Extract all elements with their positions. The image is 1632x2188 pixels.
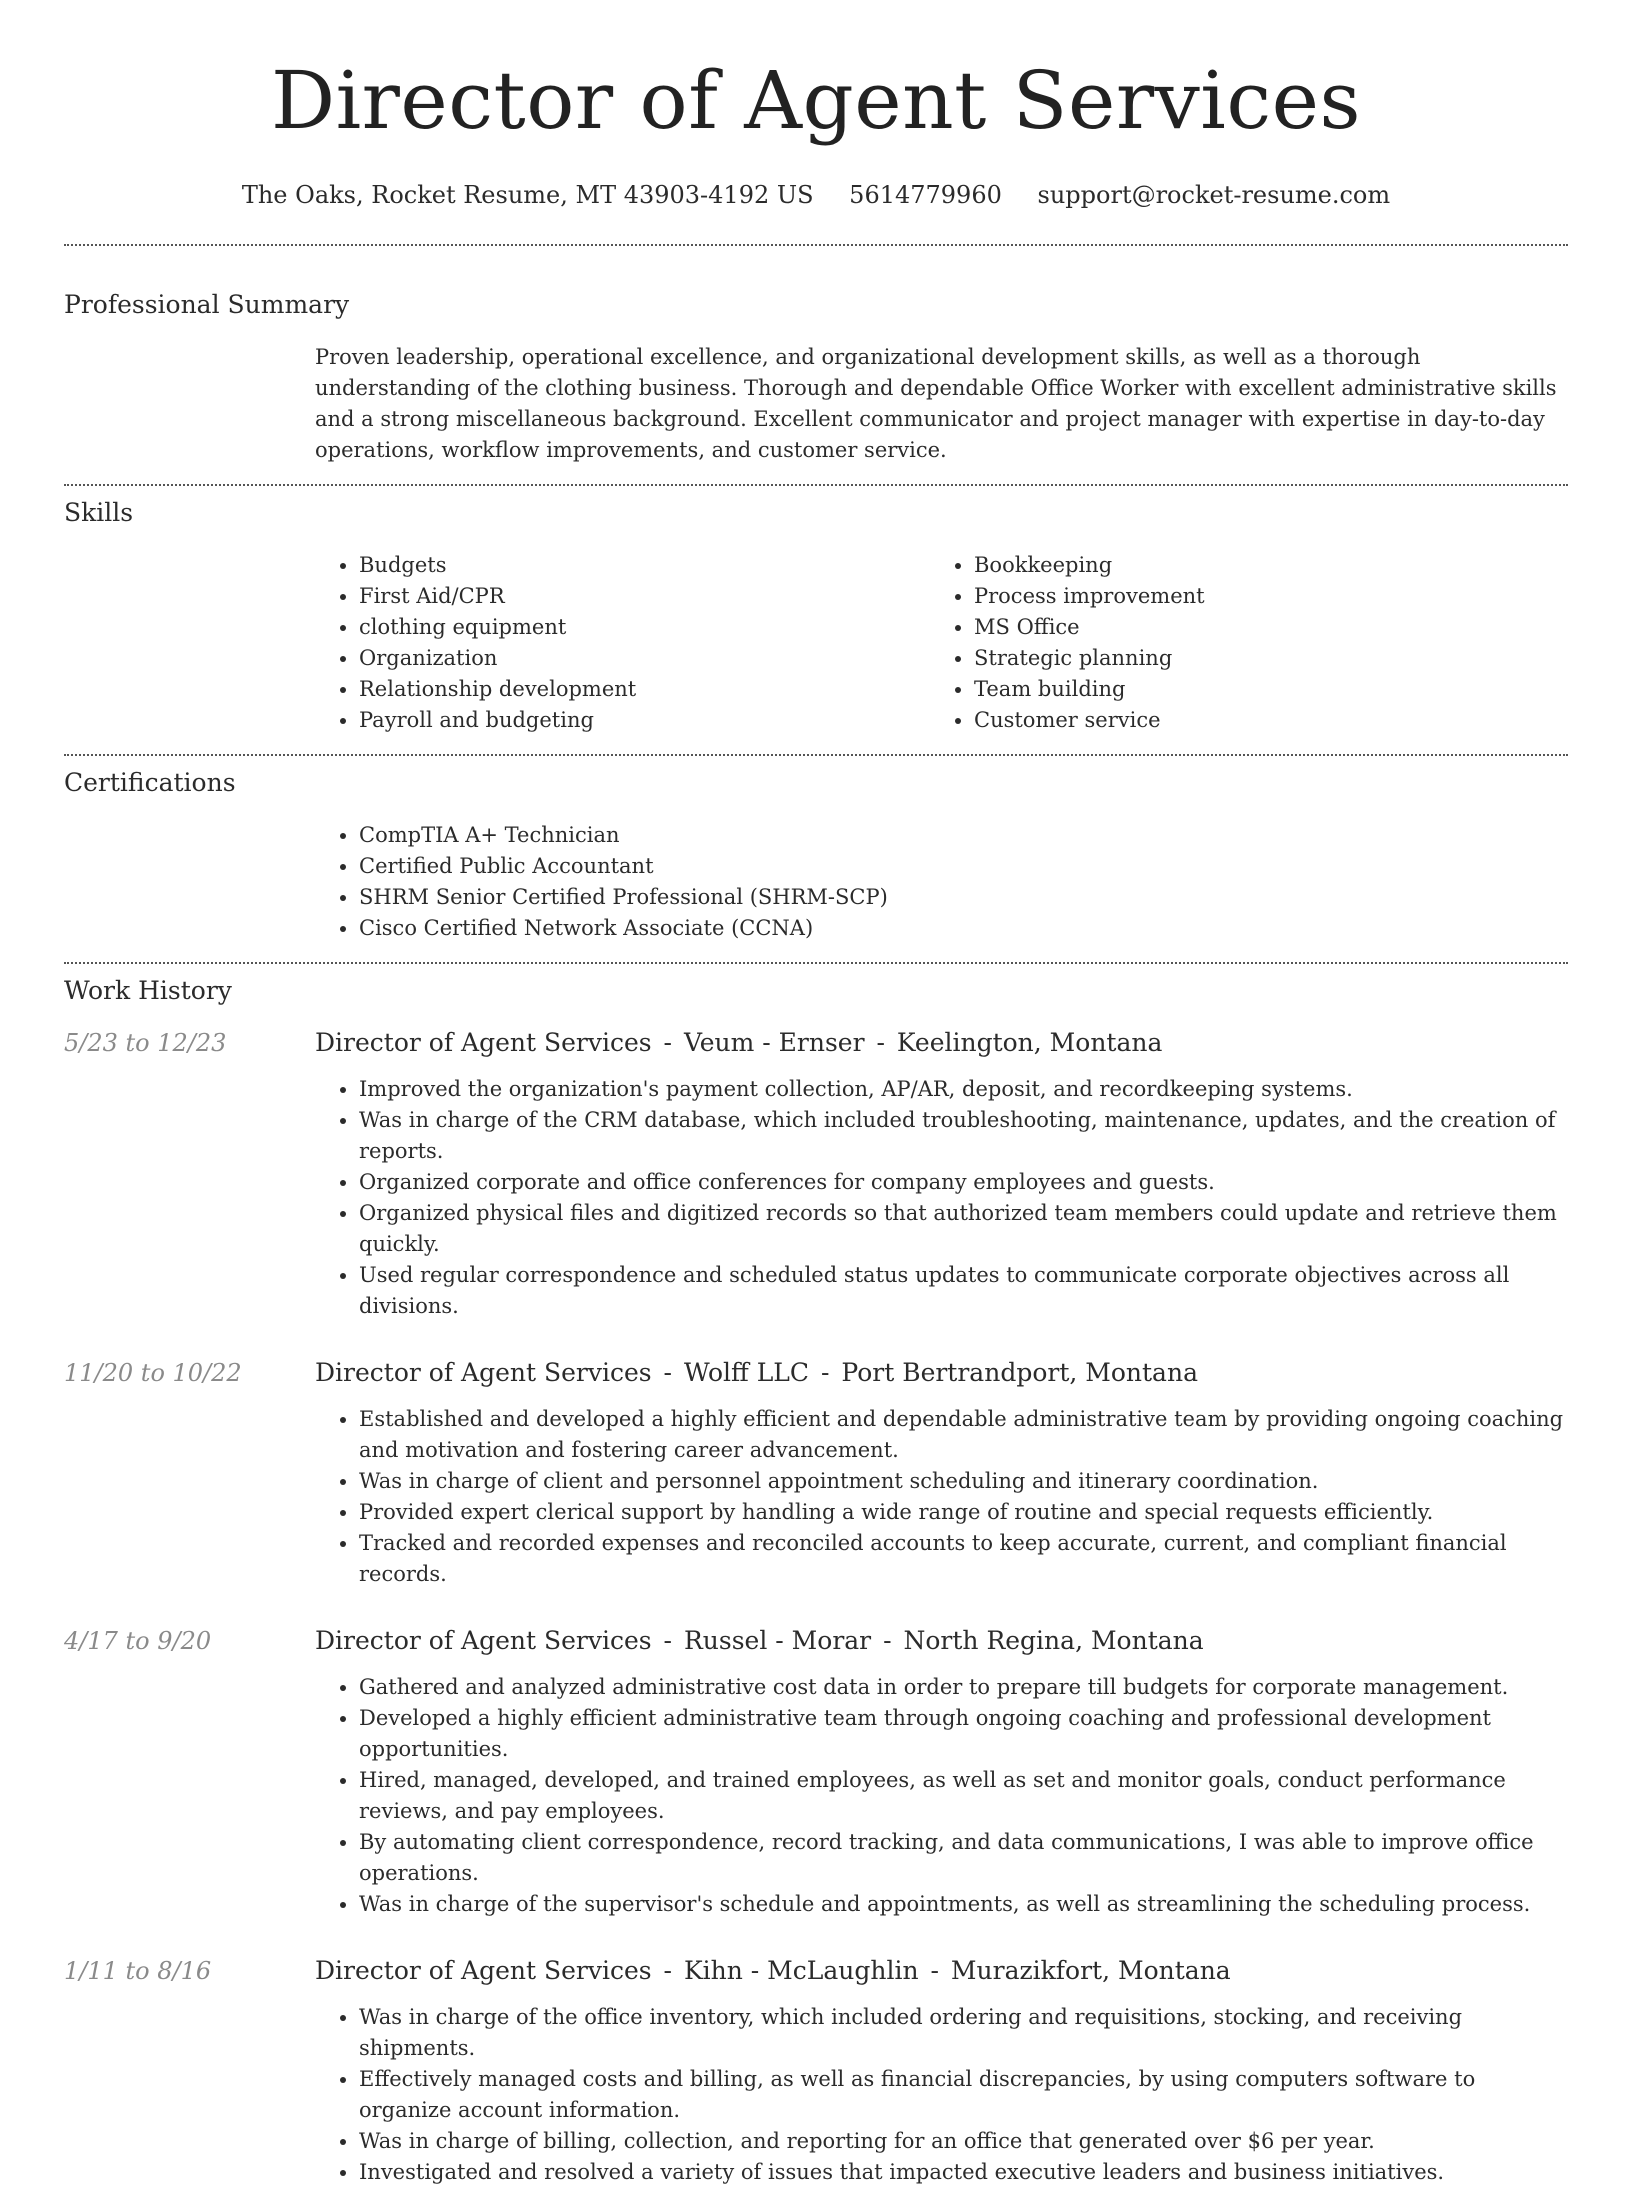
job-title: Director of Agent Services: [315, 1626, 652, 1655]
work-history-title: Work History: [64, 976, 232, 1005]
job-location: Keelington, Montana: [896, 1028, 1163, 1057]
work-history-section: [64, 974, 1568, 2188]
job-bullet: • By automating client correspondence, record tracking, and data communications, I was able to improve office operations.: [359, 1827, 1568, 1889]
job-entry: [64, 1624, 1568, 1920]
certification-item: • Cisco Certified Network Associate (CCNA): [359, 913, 1568, 944]
resume-page: [64, 0, 1568, 2184]
job-location: Port Bertrandport, Montana: [841, 1358, 1198, 1387]
job-bullet: • Gathered and analyzed administrative cost data in order to prepare till budgets for corporate management.: [359, 1672, 1568, 1703]
certifications-title: Certifications: [64, 768, 236, 797]
job-company: Kihn - McLaughlin: [683, 1956, 919, 1985]
job-title: Director of Agent Services: [315, 1956, 652, 1985]
job-bullets: [315, 1074, 1568, 1322]
skill-item: • Bookkeeping: [974, 550, 1530, 581]
skill-item: • Relationship development: [359, 674, 930, 705]
job-bullet: • Was in charge of the CRM database, which included troubleshooting, maintenance, updates, and the creation of reports.: [359, 1105, 1568, 1167]
job-header: [64, 1356, 1568, 1390]
job-entry: [64, 1026, 1568, 1322]
job-bullets: [315, 2002, 1568, 2188]
job-title: Director of Agent Services: [315, 1028, 652, 1057]
job-bullet: • Established and developed a highly efficient and dependable administrative team by providing ongoing coaching and motivation and fostering career advancement.: [359, 1404, 1568, 1466]
contact-address: The Oaks, Rocket Resume, MT 43903-4192 US: [241, 181, 814, 209]
job-bullet: • Effectively managed costs and billing, as well as financial discrepancies, by using computers software to organize account information.: [359, 2064, 1568, 2126]
summary-section: [64, 288, 1568, 466]
job-title-line: Director of Agent Services - Veum - Ernser - Keelington, Montana: [315, 1028, 1163, 1057]
job-dates: 11/20 to 10/22: [64, 1359, 242, 1387]
job-title: Director of Agent Services: [315, 1358, 652, 1387]
job-title-line: Director of Agent Services - Russel - Morar - North Regina, Montana: [315, 1626, 1204, 1655]
job-title-line: Director of Agent Services - Kihn - McLaughlin - Murazikfort, Montana: [315, 1956, 1231, 1985]
skill-item: • Strategic planning: [974, 643, 1530, 674]
job-dates: 1/11 to 8/16: [64, 1957, 212, 1985]
job-company: Wolff LLC: [683, 1358, 810, 1387]
job-header: [64, 1954, 1568, 1988]
job-bullet: • Provided expert clerical support by handling a wide range of routine and special requests efficiently.: [359, 1497, 1568, 1528]
job-bullet: • Was in charge of the supervisor's schedule and appointments, as well as streamlining the scheduling process.: [359, 1889, 1568, 1920]
job-location: North Regina, Montana: [903, 1626, 1204, 1655]
job-bullet: • Used regular correspondence and scheduled status updates to communicate corporate objectives across all divisions.: [359, 1260, 1568, 1322]
job-entry: [64, 1954, 1568, 2188]
contact-line: [64, 178, 1568, 212]
skills-list-left: [315, 550, 930, 736]
job-entry: [64, 1356, 1568, 1590]
job-bullets: [315, 1404, 1568, 1590]
contact-email: support@rocket-resume.com: [1037, 181, 1391, 209]
job-bullets: [315, 1672, 1568, 1920]
job-bullet: • Investigated and resolved a variety of issues that impacted executive leaders and business initiatives.: [359, 2157, 1568, 2188]
job-company: Veum - Ernser: [683, 1028, 865, 1057]
job-header: [64, 1624, 1568, 1658]
job-company: Russel - Morar: [683, 1626, 872, 1655]
job-title-line: Director of Agent Services - Wolff LLC - Port Bertrandport, Montana: [315, 1358, 1198, 1387]
summary-title: Professional Summary: [64, 290, 350, 319]
job-dates: 5/23 to 12/23: [64, 1029, 227, 1057]
skill-item: • Budgets: [359, 550, 930, 581]
skills-section: [64, 496, 1568, 736]
job-bullet: • Was in charge of client and personnel appointment scheduling and itinerary coordination.: [359, 1466, 1568, 1497]
skills-title: Skills: [64, 498, 134, 527]
job-bullet: • Organized corporate and office conferences for company employees and guests.: [359, 1167, 1568, 1198]
job-dates: 4/17 to 9/20: [64, 1627, 212, 1655]
certification-item: • SHRM Senior Certified Professional (SHRM-SCP): [359, 882, 1568, 913]
certifications-section: [64, 766, 1568, 944]
divider: [64, 962, 1568, 964]
job-bullet: • Improved the organization's payment collection, AP/AR, deposit, and recordkeeping systems.: [359, 1074, 1568, 1105]
job-bullet: • Developed a highly efficient administrative team through ongoing coaching and professional development opportunities.: [359, 1703, 1568, 1765]
summary-text: Proven leadership, operational excellence, and organizational development skills, as well as a thorough understanding of the clothing business. Thorough and dependable Office Worker with excellent administrative skills and a strong miscellaneous background. Excellent communicator and project manager with expertise in day-to-day operations, workflow improvements, and customer service.: [315, 345, 1557, 462]
contact-phone: 5614779960: [849, 181, 1002, 209]
job-bullet: • Organized physical files and digitized records so that authorized team members could update and retrieve them quickly.: [359, 1198, 1568, 1260]
skill-item: • Process improvement: [974, 581, 1530, 612]
skill-item: • Payroll and budgeting: [359, 705, 930, 736]
certification-item: • Certified Public Accountant: [359, 851, 1568, 882]
skill-item: • Organization: [359, 643, 930, 674]
skill-item: • MS Office: [974, 612, 1530, 643]
skill-item: • First Aid/CPR: [359, 581, 930, 612]
divider: [64, 244, 1568, 246]
skills-list-right: [930, 550, 1530, 736]
certifications-list: [315, 820, 1568, 944]
skill-item: • clothing equipment: [359, 612, 930, 643]
job-bullet: • Hired, managed, developed, and trained employees, as well as set and monitor goals, conduct performance reviews, and pay employees.: [359, 1765, 1568, 1827]
divider: [64, 754, 1568, 756]
job-header: [64, 1026, 1568, 1060]
job-location: Murazikfort, Montana: [950, 1956, 1231, 1985]
candidate-name: Director of Agent Services: [270, 54, 1362, 147]
certification-item: • CompTIA A+ Technician: [359, 820, 1568, 851]
skills-grid: [315, 550, 1568, 736]
job-bullet: • Was in charge of the office inventory, which included ordering and requisitions, stocking, and receiving shipments.: [359, 2002, 1568, 2064]
job-bullet: • Was in charge of billing, collection, and reporting for an office that generated over $6 per year.: [359, 2126, 1568, 2157]
job-bullet: • Tracked and recorded expenses and reconciled accounts to keep accurate, current, and compliant financial records.: [359, 1528, 1568, 1590]
skill-item: • Customer service: [974, 705, 1530, 736]
skill-item: • Team building: [974, 674, 1530, 705]
divider: [64, 484, 1568, 486]
